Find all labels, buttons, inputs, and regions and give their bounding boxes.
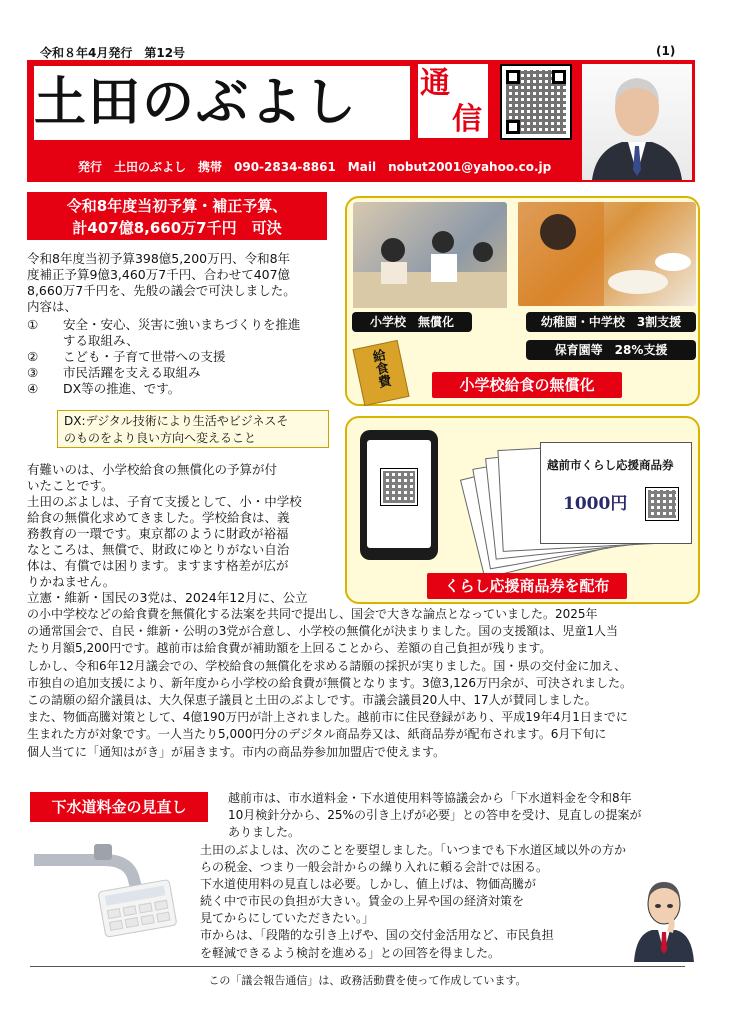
qr-code-icon — [500, 64, 572, 140]
lunch-caption: 小学校給食の無償化 — [432, 372, 622, 398]
badge-nursery: 保育園等 28%支援 — [526, 340, 696, 360]
badge-kindergarten: 幼稚園・中学校 3割支援 — [526, 312, 696, 332]
dx-note: DX:デジタル技術により生活やビジネスそ のものをより良い方向へ変えること — [57, 410, 329, 448]
calculator-icon — [98, 879, 177, 937]
lunch-article-narrow: 有難いのは、小学校給食の無償化の予算が付 いたことです。 土田のぶよしは、子育て支援として、小・中学校 給食の無償化求めてきました。学校給食は、義 務教育の一環です。東京都のように財政が裕福 なところは、無償で、財政にゆとりがない自治 体は、有償では困ります。ますます格差が広が りかねません。 立憲・維新・国民の3党は、2024年12月に、公立 — [27, 462, 308, 605]
qr-code-icon — [645, 487, 679, 521]
budget-title-line2: 計407億8,660万7千円 可決 — [72, 219, 282, 237]
kindergarten-lunch-photo — [518, 202, 696, 306]
sewer-text-bottom: 土田のぶよしは、次のことを要望しました。「いつまでも下水道区域以外の方か らの税金、つまり一般会計からの繰り入れに頼る会計では困る。 下水道使用料の見直しは必要。しかし、値上げは、物価高騰が 続く中で市民の負担が大きい。賃金の上昇や国の経済対策を 見てからにしていただきたい。」 市からは、「段階的な引き上げや、国の交付金活用など、市民負担 を軽減できるよう検討を進める」との回答を得ました。 — [200, 843, 627, 960]
list-item: ④ DX等の推進、です。 — [27, 381, 181, 396]
budget-title-line1: 令和8年度当初予算・補正予算、 — [66, 197, 288, 215]
lunch-ticket: 給食費 — [352, 340, 409, 406]
faucet-icon — [34, 836, 184, 944]
budget-title — [27, 192, 327, 240]
badge-elementary: 小学校 無償化 — [352, 312, 472, 332]
elementary-lunch-photo — [353, 202, 507, 308]
sewer-text-top: 越前市は、市水道料金・下水道使用料等協議会から「下水道料金を令和8年 10月検針分から、25%の引き上げが必要」との答申を受け、見直しの提案が ありました。 — [228, 791, 642, 840]
sewer-title: 下水道料金の見直し — [30, 792, 208, 822]
newsletter-title: 土田のぶよし — [34, 73, 359, 133]
list-item: ① 安全・安心、災害に強いまちづくりを推進 — [27, 317, 301, 332]
page-number: (1) — [656, 44, 676, 58]
issue-info: 令和８年4月発行 第12号 — [40, 46, 186, 60]
footer-rule — [30, 966, 685, 967]
lunch-article-wide: の小中学校などの給食費を無償化する法案を共同で提出し、国会で大きな論点となっていました。2025年 の通常国会で、自民・維新・公明の3党が合意し、小学校の無償化が決まりました。国の支援額は、児童1人当 たり月額5,200円です。越前市は給食費が補助額を上回ることから、差額の自己負担が残ります。 しかし、令和6年12月議会での、学校給食の無償化を求める請願の採択が実りました。国・県の交付金に加え、 市独自の追加支援により、新年度から小学校の給食費が無償となります。3億3,126万円余が、可決されました。 この請願の紹介議員は、大久保恵子議員と土田のぶよしです。市議会議員20人中、17人が賛同しました。 また、物価高騰対策として、4億190万円が計上されました。越前市に住民登録があり、平成19年4月1日までに 生まれた方が対象です。一人当たり5,000円分のデジタル商品券又は、紙商品券が配布されます。6月下旬に 個人当てに「通知はがき」が届きます。市内の商品券参加加盟店で使えます。 — [27, 607, 633, 759]
list-item: する取組み、 — [63, 333, 139, 348]
contact-line: 発行 土田のぶよし 携帯 090-2834-8861 Mail nobut2001@yahoo.co.jp — [78, 160, 552, 174]
footer-note: この「議会報告通信」は、政務活動費を使って作成しています。 — [208, 974, 527, 987]
portrait-photo — [582, 64, 692, 180]
title-shin: 信 — [452, 102, 482, 137]
list-item: ③ 市民活躍を支える取組み — [27, 365, 201, 380]
thinking-man-illustration — [628, 872, 700, 962]
voucher-caption: くらし応援商品券を配布 — [427, 573, 627, 599]
title-tsu: 通 — [420, 66, 450, 101]
budget-intro: 令和8年度当初予算398億5,200万円、令和8年 度補正予算9億3,460万7千円、合わせて407億 8,660万7千円を、先般の議会で可決しました。 内容は、 — [27, 251, 296, 314]
voucher-ticket: 越前市くらし応援商品券 1000円 — [540, 442, 692, 544]
smartphone-icon — [360, 430, 438, 560]
budget-list — [27, 317, 339, 397]
list-item: ② こども・子育て世帯への支援 — [27, 349, 226, 364]
